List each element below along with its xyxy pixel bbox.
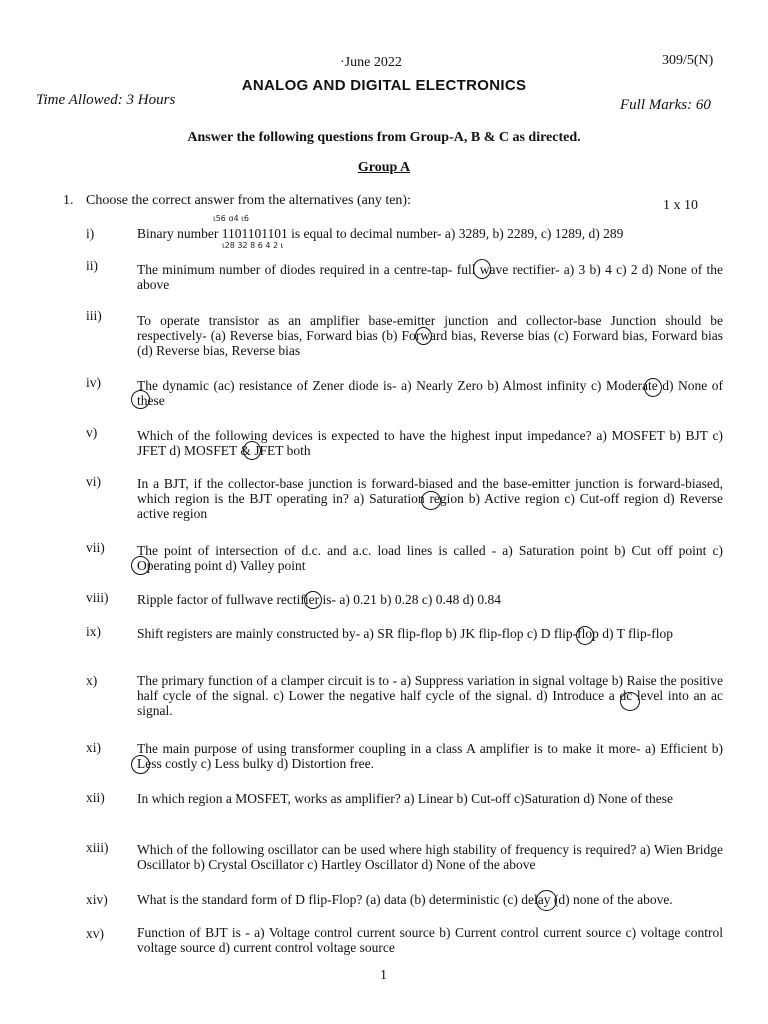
item-number: viii) bbox=[86, 590, 109, 605]
instructions: Answer the following questions from Group-A, B & C as directed. bbox=[187, 130, 581, 145]
item-number: ix) bbox=[86, 624, 101, 639]
answer-circle bbox=[473, 259, 491, 279]
item-text: The dynamic (ac) resistance of Zener diode is- a) Nearly Zero b) Almost infinity c) Moderate d) None of these bbox=[137, 378, 723, 408]
item-text: To operate transistor as an amplifier base-emitter junction and collector-base Junction should be respectively- (a) Reverse bias, Forward bias (b) Forward bias, Reverse bias (c) Forward bias, Forward bias (d) Reverse bias, Reverse bias bbox=[137, 313, 723, 358]
item-text: The primary function of a clamper circuit is to - a) Suppress variation in signal voltage b) Raise the positive half cycle of the signal. c) Lower the negative half cycle of the signal. d) Introduce a dc level into an ac signal. bbox=[137, 673, 723, 718]
item-text: In a BJT, if the collector-base junction is forward-biased and the base-emitter junction is forward-biased, which region is the BJT operating in? a) Saturation region b) Active region c) Cut-off region d) Reverse active region bbox=[137, 476, 723, 521]
item-text: Which of the following oscillator can be used where high stability of frequency is required? a) Wien Bridge Oscillator b) Crystal Oscillator c) Hartley Oscillator d) None of the above bbox=[137, 842, 723, 872]
item-number: iv) bbox=[86, 375, 101, 390]
answer-circle bbox=[131, 556, 150, 575]
item-number: xiv) bbox=[86, 892, 108, 907]
item-text: The minimum number of diodes required in a centre-tap- full wave rectifier- a) 3 b) 4 c) 2 d) None of the above bbox=[137, 262, 723, 292]
item-text: In which region a MOSFET, works as amplifier? a) Linear b) Cut-off c)Saturation d) None of these bbox=[137, 791, 673, 806]
item-number: x) bbox=[86, 673, 98, 688]
item-text: The point of intersection of d.c. and a.c. load lines is called - a) Saturation point b) Cut off point c) Operating point d) Valley point bbox=[137, 543, 723, 573]
item-number: xi) bbox=[86, 740, 101, 755]
answer-circle bbox=[131, 755, 150, 774]
item-number: vii) bbox=[86, 540, 105, 555]
group-heading: Group A bbox=[357, 160, 411, 175]
full-marks: Full Marks: 60 bbox=[620, 97, 711, 113]
answer-circle bbox=[536, 890, 557, 911]
answer-circle bbox=[576, 626, 594, 645]
item-number: vi) bbox=[86, 474, 101, 489]
paper-code: 309/5(N) bbox=[662, 53, 714, 68]
question-number: 1. bbox=[63, 193, 74, 208]
item-text: What is the standard form of D flip-Flop? (a) data (b) deterministic (c) delay (d) none of the above. bbox=[137, 892, 673, 907]
item-number: i) bbox=[86, 226, 95, 241]
item-number: ii) bbox=[86, 258, 98, 273]
item-number: xv) bbox=[86, 926, 104, 941]
item-number: iii) bbox=[86, 308, 102, 323]
answer-circle bbox=[644, 378, 662, 397]
question-text: Choose the correct answer from the alternatives (any ten): bbox=[86, 193, 411, 208]
item-text: The main purpose of using transformer coupling in a class A amplifier is to make it more- a) Efficient b) Less costly c) Less bulky d) Distortion free. bbox=[137, 741, 723, 771]
time-allowed: Time Allowed: 3 Hours bbox=[36, 92, 176, 108]
answer-circle bbox=[415, 327, 432, 345]
page-number: 1 bbox=[380, 968, 387, 983]
question-marks: 1 x 10 bbox=[663, 198, 698, 213]
item-text: Function of BJT is - a) Voltage control current source b) Current control current source c) voltage control voltage source d) current control voltage source bbox=[137, 925, 723, 955]
item-number: xiii) bbox=[86, 840, 109, 855]
item-number: v) bbox=[86, 425, 98, 440]
answer-circle bbox=[620, 692, 640, 711]
answer-circle bbox=[421, 491, 441, 510]
exam-date: ·June 2022 bbox=[340, 55, 402, 70]
item-number: xii) bbox=[86, 790, 105, 805]
paper-title: ANALOG AND DIGITAL ELECTRONICS bbox=[241, 77, 527, 94]
item-text: Which of the following devices is expected to have the highest input impedance? a) MOSFET b) BJT c) JFET d) MOSFET & JFET both bbox=[137, 428, 723, 458]
item-text: Shift registers are mainly constructed by- a) SR flip-flop b) JK flip-flop c) D flip-flop d) T flip-flop bbox=[137, 626, 674, 641]
item-text: Binary number 1101101101 is equal to decimal number- a) 3289, b) 2289, c) 1289, d) 289 bbox=[137, 226, 624, 241]
handwritten-note: ɩ56 ɑ4 ɩ6 bbox=[213, 214, 249, 223]
answer-circle bbox=[304, 591, 322, 609]
answer-circle bbox=[243, 441, 261, 460]
item-text: Ripple factor of fullwave rectifier is- a) 0.21 b) 0.28 c) 0.48 d) 0.84 bbox=[137, 592, 502, 607]
handwritten-note: ɩ28 32 8 6 4 2 ɩ bbox=[222, 241, 284, 250]
answer-circle bbox=[131, 390, 150, 409]
